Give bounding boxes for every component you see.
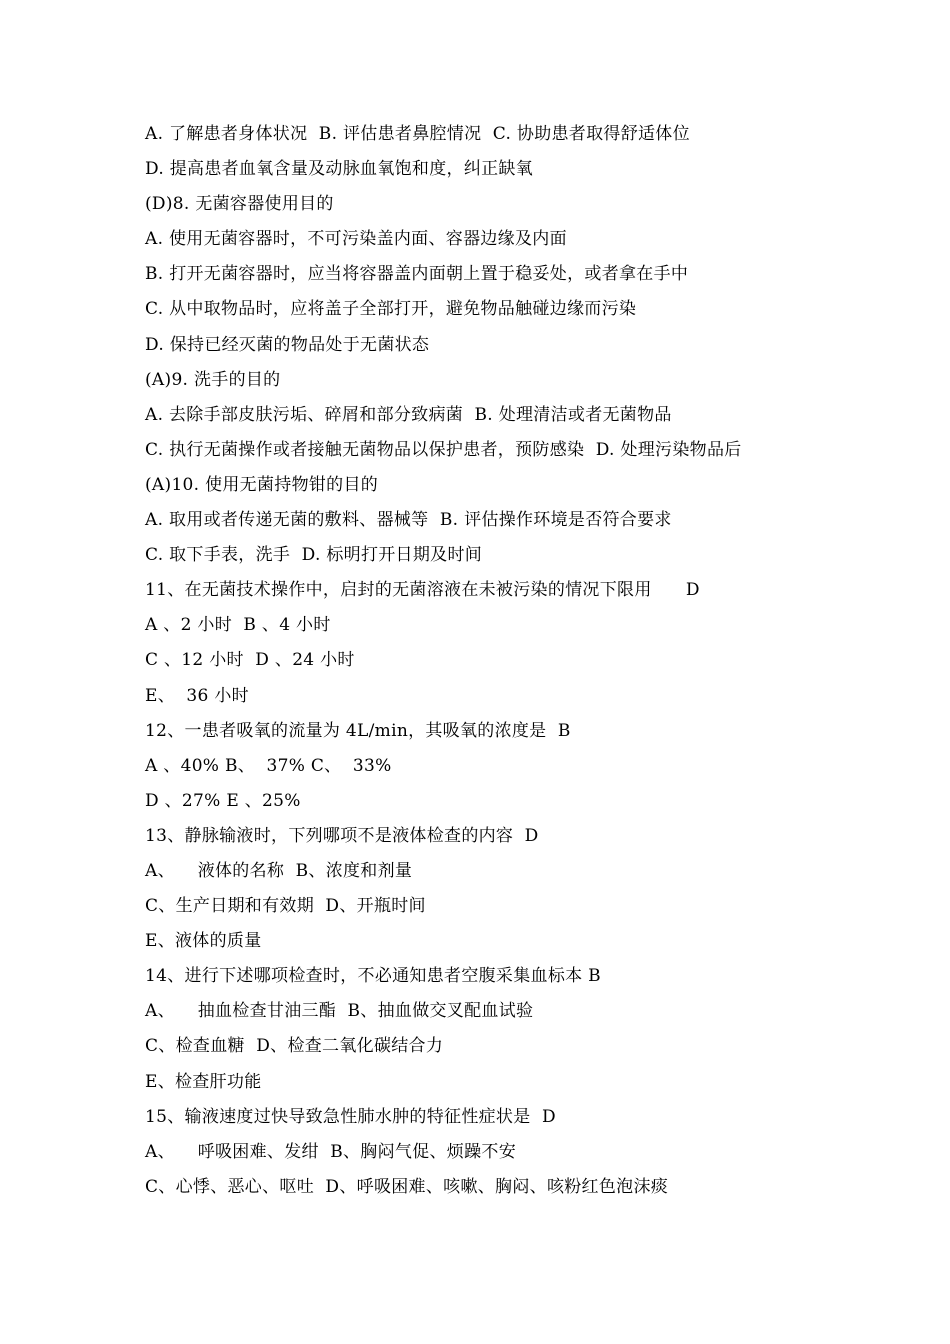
text-line: A 、40% B、 37% C、 33% — [145, 755, 392, 776]
question-heading: 15、输液速度过快导致急性肺水肿的特征性症状是 D — [145, 1106, 556, 1127]
text-line: A、 液体的名称 B、浓度和剂量 — [145, 860, 413, 881]
question-heading: (A)9. 洗手的目的 — [145, 369, 281, 390]
text-line: E、 36 小时 — [145, 685, 249, 706]
text-line: A、 呼吸困难、发绀 B、胸闷气促、烦躁不安 — [145, 1141, 516, 1162]
question-heading: 11、在无菌技术操作中，启封的无菌溶液在未被污染的情况下限用 D — [145, 580, 700, 601]
text-line: A. 取用或者传递无菌的敷料、器械等 B. 评估操作环境是否符合要求 — [145, 510, 672, 531]
text-line: D 、27% E 、25% — [145, 790, 301, 811]
text-line: D. 保持已经灭菌的物品处于无菌状态 — [145, 334, 430, 355]
question-heading: (D)8. 无菌容器使用目的 — [145, 194, 334, 215]
text-line: C、检查血糖 D、检查二氧化碳结合力 — [145, 1036, 444, 1057]
text-line: C. 从中取物品时，应将盖子全部打开，避免物品触碰边缘而污染 — [145, 299, 637, 320]
text-line: A. 去除手部皮肤污垢、碎屑和部分致病菌 B. 处理清洁或者无菌物品 — [145, 404, 672, 425]
text-line: A. 了解患者身体状况 B. 评估患者鼻腔情况 C. 协助患者取得舒适体位 — [145, 124, 690, 144]
question-heading: (A)10. 使用无菌持物钳的目的 — [145, 474, 379, 495]
text-line: C、生产日期和有效期 D、开瓶时间 — [145, 896, 426, 917]
text-line: E、检查肝功能 — [145, 1071, 262, 1092]
text-line: E、液体的质量 — [145, 931, 262, 952]
text-line: A. 使用无菌容器时，不可污染盖内面、容器边缘及内面 — [145, 229, 567, 250]
question-heading: 14、进行下述哪项检查时，不必通知患者空腹采集血标本 B — [145, 966, 601, 987]
question-heading: 12、一患者吸氧的流量为 4L/min，其吸氧的浓度是 B — [145, 720, 571, 741]
text-line: A 、2 小时 B 、4 小时 — [145, 615, 331, 636]
text-line: C、心悸、恶心、呕吐 D、呼吸困难、咳嗽、胸闷、咳粉红色泡沫痰 — [145, 1176, 669, 1197]
text-line: B. 打开无菌容器时，应当将容器盖内面朝上置于稳妥处，或者拿在手中 — [145, 264, 689, 285]
question-heading: 13、静脉输液时，下列哪项不是液体检查的内容 D — [145, 825, 539, 846]
text-line: C. 取下手表，洗手 D. 标明打开日期及时间 — [145, 545, 483, 566]
text-line: D. 提高患者血氧含量及动脉血氧饱和度，纠正缺氧 — [145, 159, 534, 180]
document-body — [145, 121, 865, 1209]
text-line: C 、12 小时 D 、24 小时 — [145, 650, 355, 671]
text-line: C. 执行无菌操作或者接触无菌物品以保护患者，预防感染 D. 处理污染物品后 — [145, 439, 742, 460]
text-line: A、 抽血检查甘油三酯 B、抽血做交叉配血试验 — [145, 1001, 534, 1022]
